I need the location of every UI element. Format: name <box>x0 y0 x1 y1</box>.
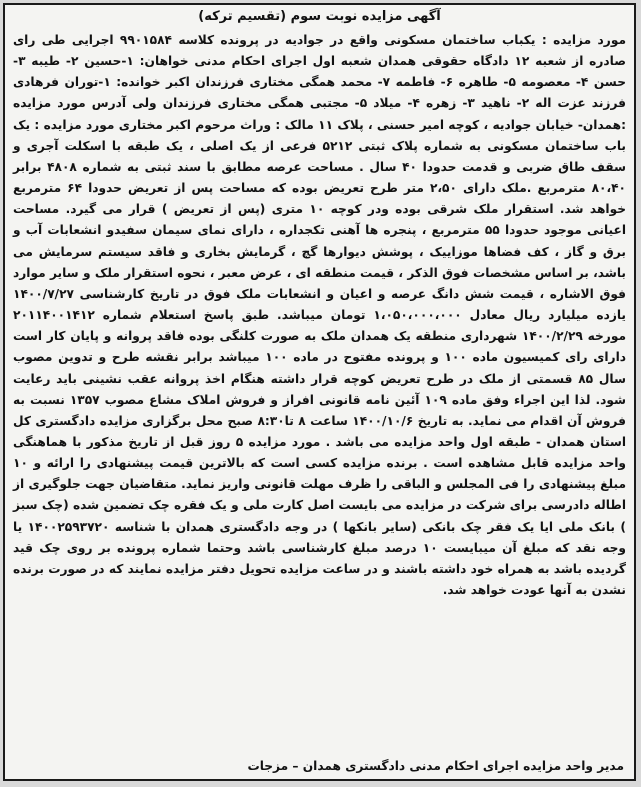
notice-title: آگهی مزایده نوبت سوم (تقسیم ترکه) <box>198 9 441 24</box>
faint-watermark <box>215 686 464 703</box>
notice-body-text: مورد مزایده : یکباب ساختمان مسکونی واقع در جوادیه در پرونده کلاسه ۹۹۰۱۵۸۴ اجرایی طی رای صادره از شعبه ۱۲ دادگاه حقوقی همدان شعبه اول اجرای احکام مدنی خواهان: ۱-حسین ۲- طیبه ۳- حسن ۴- معصومه ۵- طاهره ۶- فاطمه ۷- محمد همگی مختاری فرزندان اکبر خوانده: ۱-توران فرهادی فرزند عزت اله ۲- ناهید ۳- زهره ۴- میلاد ۵- مجتبی همگی مختاری فرزندان ولی آدرس مورد مزایده :همدان- خیابان جوادیه ، کوچه امیر حسنی ، پلاک ۱۱ مالک : وراث مرحوم اکبر مختاری مورد مزایده : یک باب ساختمان مسکونی به شماره پلاک ثبتی ۵۲۱۲ فرعی از یک اصلی ، یک طبقه با اسکلت آجری و سقف طاق ضربی و قدمت حدودا ۴۰ سال . مساحت عرصه مطابق با سند ثبتی به شماره ۴۸۰۸ برابر ۸۰،۴۰ مترمربع .ملک دارای ۲،۵۰ متر طرح تعریض بوده که مساحت پس از تعریض حدودا ۶۴ مترمربع خواهد شد. استقرار ملک شرقی بوده ودر کوچه ۱۰ متری (پس از تعریض ) قرار می گیرد. مساحت اعیانی موجود حدودا ۵۵ مترمربع ، پنجره ها آهنی تکجداره ، دارای نمای سیمان سفیدو انشعابات آب و برق و گاز ، کف فضاها موزاییک ، پوشش دیوارها گچ ، گرمایش بخاری و فاقد سیستم سرمایش می باشد، بر اساس مشخصات فوق الذکر ، قیمت منطقه ای ، عرض معبر ، نحوه استقرار ملک و سایر موارد فوق الاشاره ، قیمت شش دانگ عرصه و اعیان و انشعابات ملک فوق در تاریخ کارشناسی ۱۴۰۰/۷/۲۷ یازده میلیارد ریال معادل ۱،۰۵۰،۰۰۰،۰۰۰ تومان میباشد. طبق پاسخ استعلام شماره ۲۰۱۱۴۰۰۱۴۱۲ مورخه ۱۴۰۰/۲/۲۹ شهرداری منطقه یک همدان ملک به صورت کلنگی بوده فاقد پروانه و پایان کار است دارای رای کمیسیون ماده ۱۰۰ و پرونده مفتوح در ماده ۱۰۰ میباشد برابر نقشه طرح و تدوین مصوب سال ۸۵ قسمتی از ملک در طرح تعریض کوچه قرار داشته هنگام اخذ پروانه عقب نشینی باید رعایت شود. لذا این اجراء وفق ماده ۱۰۹ آئین نامه قانونی افراز و فروش املاک مشاع مصوب ۱۳۵۷ نسبت به فروش آن اقدام می نماید. به تاریخ ۱۴۰۰/۱۰/۶ ساعت ۸ تا۸:۳۰ صبح محل برگزاری مزایده دادگستری کل استان همدان - طبقه اول واحد مزایده می باشد . مورد مزایده ۵ روز قبل از تاریخ مذکور با هماهنگی واحد مزایده قابل مشاهده است . برنده مزایده کسی است که بالاترین قیمت پیشنهادی را ارائه و ۱۰ مبلغ پیشنهادی را فی المجلس و الباقی را ظرف مهلت قانونی واریز نماید. متقاضیان جهت جلوگیری از اطاله دادرسی برای شرکت در مزایده می بایست اصل کارت ملی و یک فقره چک تضمین شده (چک سبز ) بانک ملی ایا یک فقر چک بانکی (سایر بانکها ) در وجه دادگستری همدان با شناسه ۱۴۰۰۲۵۹۳۷۲۰ یا وجه نقد که مبلغ آن میبایست ۱۰ درصد مبلغ کارشناسی باشد وحتما شماره پرونده بر روی چک قید گردیده باشد به همراه خود داشته باشند و در ساعت مزایده تحویل دفتر مزایده نمایند که در صورت برنده نشدن به آنها عودت خواهد شد. <box>13 33 627 598</box>
notice-signature: مدیر واحد مزایده اجرای احکام مدنی دادگستری همدان – مزجات <box>247 759 624 773</box>
auction-notice <box>3 3 636 781</box>
notice-body <box>13 30 626 601</box>
